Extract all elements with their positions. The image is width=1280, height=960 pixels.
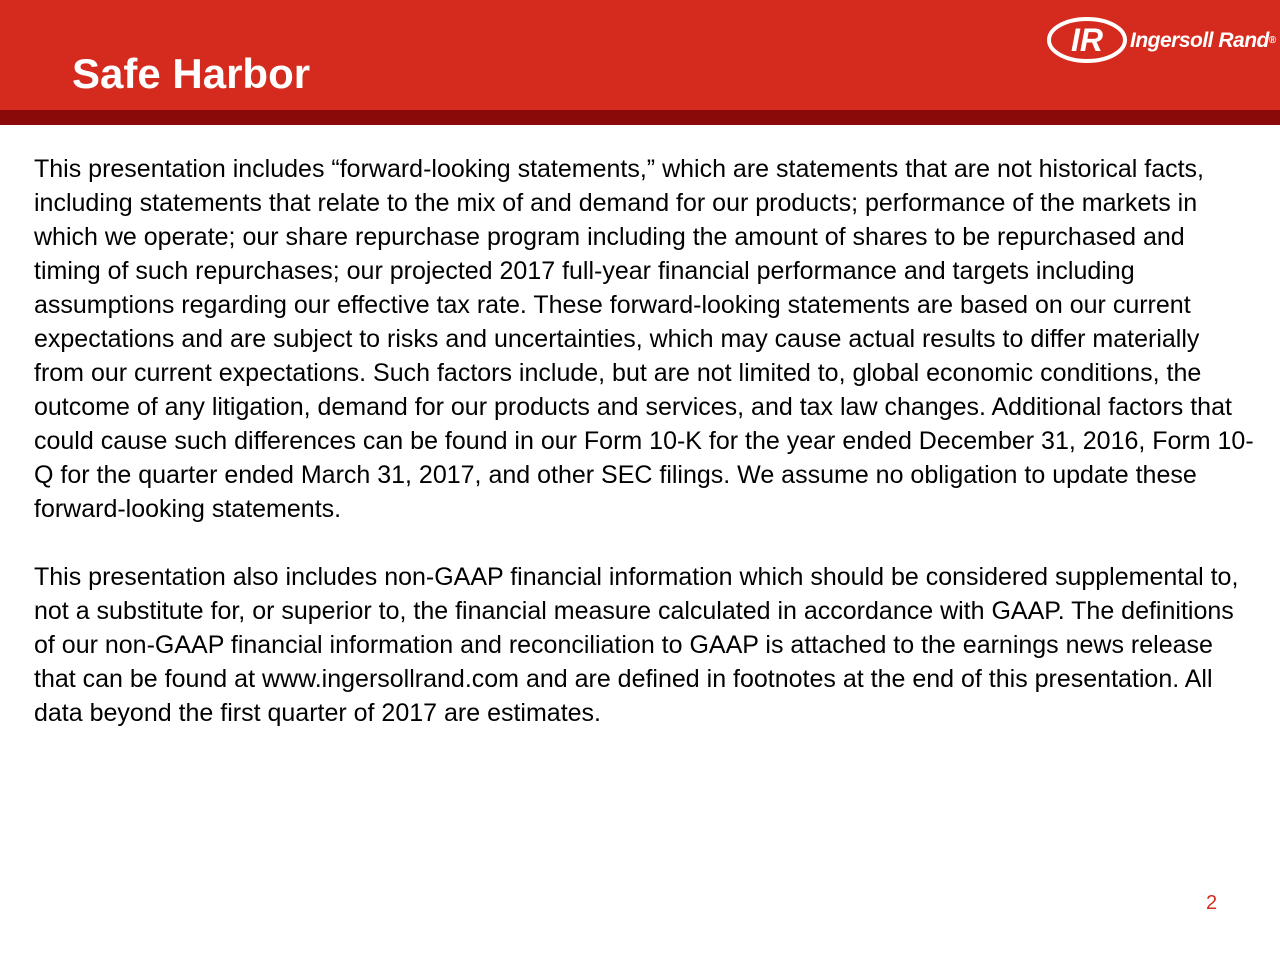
- page-number: 2: [1206, 892, 1218, 914]
- logo-brand-name: [1130, 28, 1276, 54]
- disclaimer-body: [34, 152, 1254, 730]
- ingersoll-rand-logo-icon: [1046, 16, 1128, 64]
- company-logo: [1046, 14, 1276, 66]
- logo-brand-name-text: Ingersoll Rand: [1130, 29, 1269, 52]
- slide-title: Safe Harbor: [72, 50, 311, 97]
- non-gaap-paragraph: This presentation also includes non-GAAP financial information which should be considered supplemental to, not a substitute for, or superior to, the financial measure calculated in accordance with GAAP. The definitions of our non-GAAP financial information and reconciliation to GAAP is attached to the earnings news release that can be found at www.ingersollrand.com and are defined in footnotes at the end of this presentation. All data beyond the first quarter of 2017 are estimates.: [34, 563, 1239, 727]
- forward-looking-paragraph: This presentation includes “forward-looking statements,” which are statements that are not historical facts, including statements that relate to the mix of and demand for our products; performance of the markets in which we operate; our share repurchase program including the amount of shares to be repurchased and timing of such repurchases; our projected 2017 full-year financial performance and targets including assumptions regarding our effective tax rate. These forward-looking statements are based on our current expectations and are subject to risks and uncertainties, which may cause actual results to differ materially from our current expectations. Such factors include, but are not limited to, global economic conditions, the outcome of any litigation, demand for our products and services, and tax law changes. Additional factors that could cause such differences can be found in our Form 10-K for the year ended December 31, 2016, Form 10-Q for the quarter ended March 31, 2017, and other SEC filings. We assume no obligation to update these forward-looking statements.: [34, 155, 1254, 523]
- header-divider-band: [0, 110, 1280, 125]
- registered-mark: ®: [1268, 35, 1276, 46]
- logo-mark-text: IR: [1071, 22, 1103, 58]
